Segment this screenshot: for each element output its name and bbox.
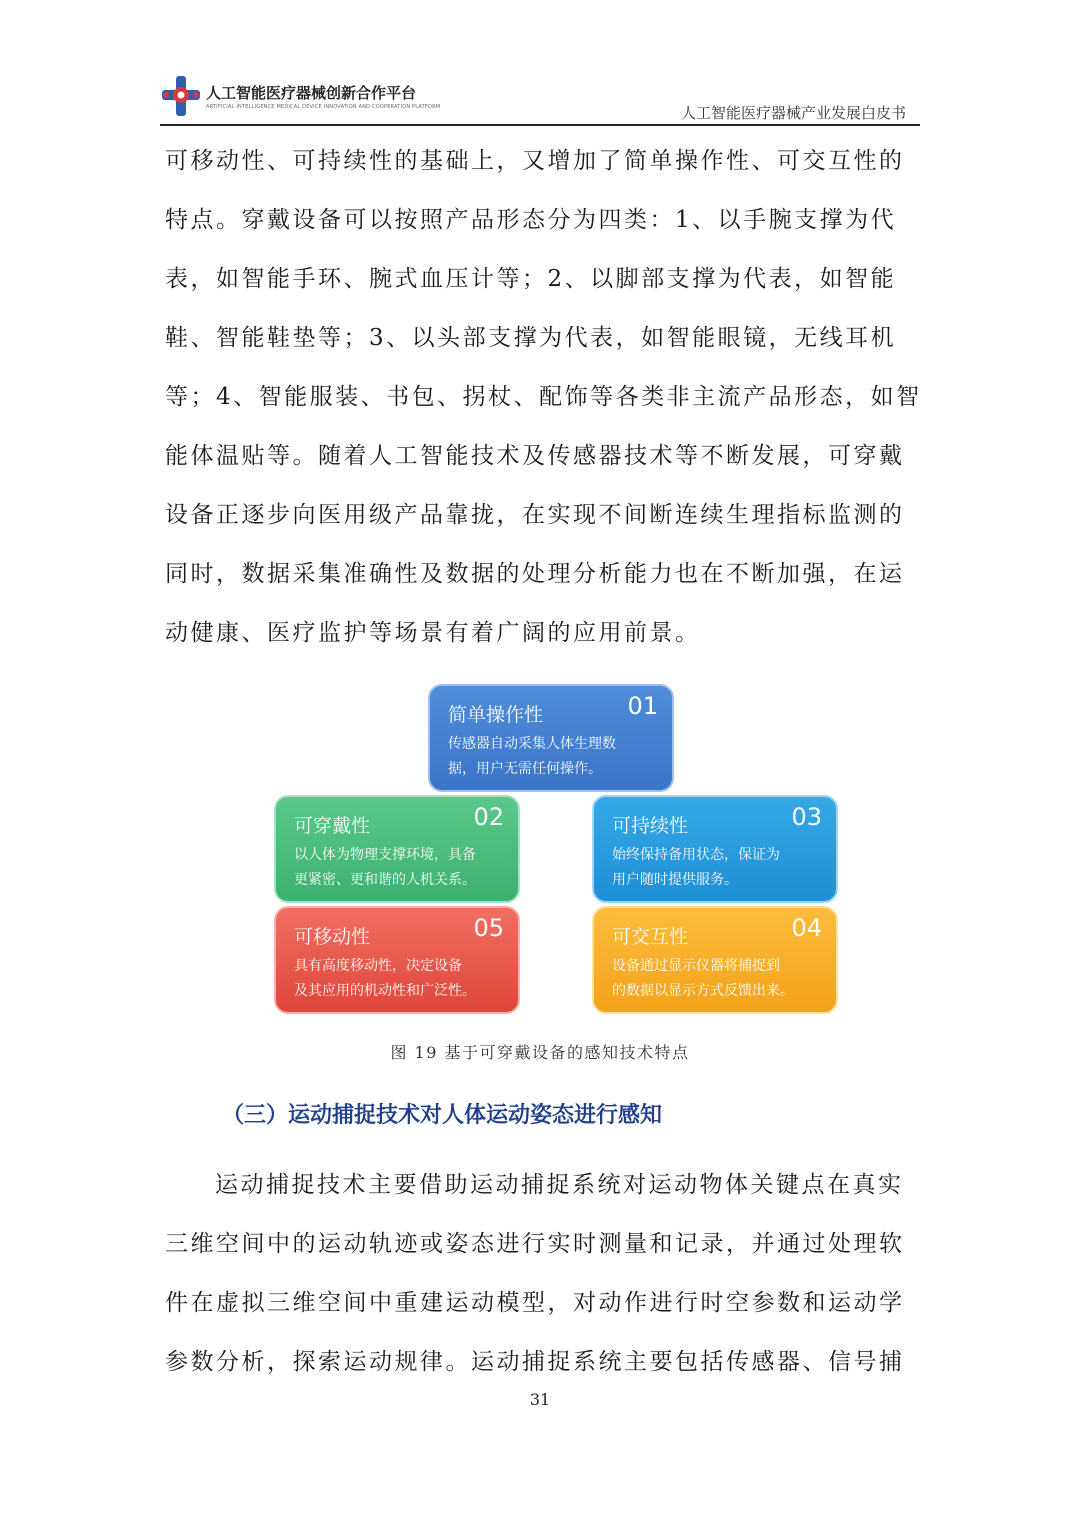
text-line: 特点。穿戴设备可以按照产品形态分为四类：1、以手腕支撑为代 xyxy=(165,207,897,233)
org-name: 人工智能医疗器械创新合作平台 xyxy=(206,84,417,102)
text-line: 表，如智能手环、腕式血压计等；2、以脚部支撑为代表，如智能 xyxy=(165,266,897,292)
platform-logo-icon xyxy=(160,74,202,118)
card-number: 01 xyxy=(627,692,658,720)
document-title: 人工智能医疗器械产业发展白皮书 xyxy=(680,104,906,122)
card-description xyxy=(448,732,663,782)
card-description xyxy=(612,843,827,893)
figure-caption: 图 19 基于可穿戴设备的感知技术特点 xyxy=(390,1043,690,1062)
text-line: 参数分析，探索运动规律。运动捕捉系统主要包括传感器、信号捕 xyxy=(165,1349,905,1375)
card-description-line: 及其应用的机动性和广泛性。 xyxy=(294,983,476,999)
card-description-line: 传感器自动采集人体生理数 xyxy=(448,736,616,752)
text-line: 鞋、智能鞋垫等；3、以头部支撑为代表，如智能眼镜，无线耳机 xyxy=(165,325,897,351)
card-description xyxy=(612,954,827,1004)
org-name-en: ARTIFICIAL INTELLIGENCE MEDICAL DEVICE INNOVATION AND COOPERATION PLATFORM xyxy=(206,104,441,110)
text-line: 动健康、医疗监护等场景有着广阔的应用前景。 xyxy=(165,620,701,646)
text-line: 等；4、智能服装、书包、拐杖、配饰等各类非主流产品形态，如智 xyxy=(165,384,922,410)
card-title: 可持续性 xyxy=(612,815,689,837)
card-description-line: 据，用户无需任何操作。 xyxy=(448,761,602,777)
card-title: 可交互性 xyxy=(612,926,689,948)
card-title: 可移动性 xyxy=(294,926,371,948)
card-number: 03 xyxy=(791,803,822,831)
feature-card-mobility xyxy=(274,906,520,1014)
card-description-line: 用户随时提供服务。 xyxy=(612,872,738,888)
card-description-line: 更紧密、更和谐的人机关系。 xyxy=(294,872,476,888)
page-header xyxy=(160,70,920,128)
feature-card-wearability xyxy=(274,795,520,903)
card-number: 05 xyxy=(473,914,504,942)
card-description xyxy=(294,843,509,893)
card-title: 可穿戴性 xyxy=(294,815,371,837)
card-title: 简单操作性 xyxy=(448,704,544,726)
feature-card-simple-operation xyxy=(428,684,674,792)
card-description xyxy=(294,954,509,1004)
card-number: 04 xyxy=(791,914,822,942)
feature-card-sustainability xyxy=(592,795,838,903)
card-description-line: 设备通过显示仪器将捕捉到 xyxy=(612,958,780,974)
text-line: 能体温贴等。随着人工智能技术及传感器技术等不断发展，可穿戴 xyxy=(165,443,905,469)
page-number: 31 xyxy=(529,1390,551,1409)
card-description-line: 具有高度移动性，决定设备 xyxy=(294,958,462,974)
card-number: 02 xyxy=(473,803,504,831)
text-line: 设备正逐步向医用级产品靠拢，在实现不间断连续生理指标监测的 xyxy=(165,502,905,528)
feature-card-interactivity xyxy=(592,906,838,1014)
header-divider xyxy=(160,124,920,126)
text-line: 运动捕捉技术主要借助运动捕捉系统对运动物体关键点在真实 xyxy=(215,1172,904,1198)
text-line: 三维空间中的运动轨迹或姿态进行实时测量和记录，并通过处理软 xyxy=(165,1231,905,1257)
text-line: 同时，数据采集准确性及数据的处理分析能力也在不断加强，在运 xyxy=(165,561,905,587)
card-description-line: 始终保持备用状态，保证为 xyxy=(612,847,780,863)
section-heading: （三）运动捕捉技术对人体运动姿态进行感知 xyxy=(222,1103,663,1128)
card-description-line: 的数据以显示方式反馈出来。 xyxy=(612,983,794,999)
features-diagram xyxy=(270,680,850,1025)
text-line: 件在虚拟三维空间中重建运动模型，对动作进行时空参数和运动学 xyxy=(165,1290,905,1316)
card-description-line: 以人体为物理支撑环境，具备 xyxy=(294,847,476,863)
text-line: 可移动性、可持续性的基础上，又增加了简单操作性、可交互性的 xyxy=(165,148,905,174)
